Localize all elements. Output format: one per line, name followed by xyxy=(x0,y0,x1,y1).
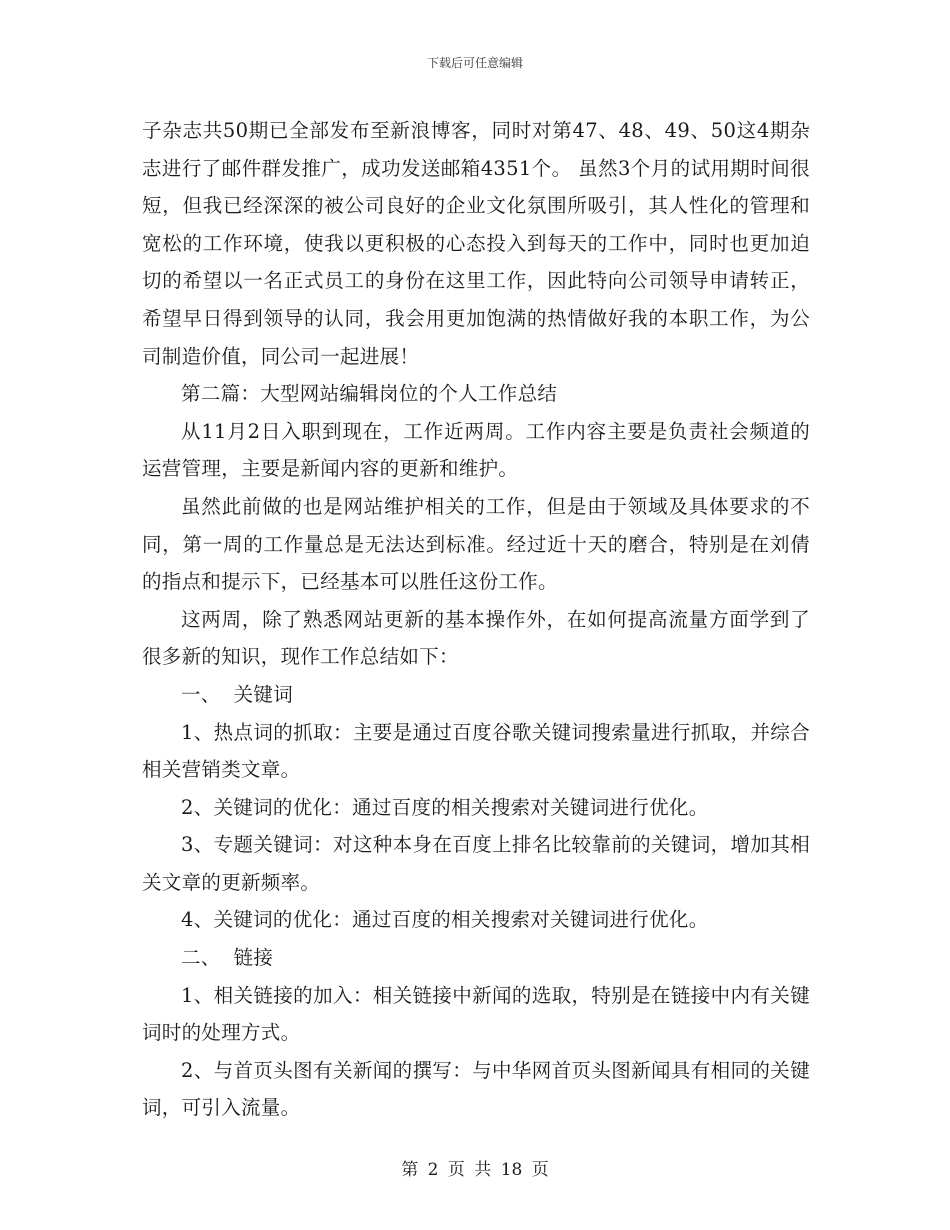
paragraph: 从11月2日入职到现在，工作近两周。工作内容主要是负责社会频道的运营管理，主要是新闻内容的更新和维护。 xyxy=(142,419,810,481)
list-item: 1、热点词的抓取：主要是通过百度谷歌关键词搜索量进行抓取，并综合相关营销类文章。 xyxy=(142,720,810,782)
list-item: 2、关键词的优化：通过百度的相关搜索对关键词进行优化。 xyxy=(181,795,709,819)
list-item: 1、相关链接的加入：相关链接中新闻的选取，特别是在链接中内有关键词时的处理方式。 xyxy=(142,983,810,1045)
list-item: 4、关键词的优化：通过百度的相关搜索对关键词进行优化。 xyxy=(181,908,709,932)
section-heading: 一、 关键词 xyxy=(181,682,293,706)
list-item: 2、与首页头图有关新闻的撰写：与中华网首页头图新闻具有相同的关键词，可引入流量。 xyxy=(142,1058,810,1120)
list-item: 3、专题关键词：对这种本身在百度上排名比较靠前的关键词，增加其相关文章的更新频率。 xyxy=(142,833,810,894)
paragraph-continuation: 子杂志共50期已全部发布至新浪博客，同时对第47、48、49、50这4期杂志进行了邮件群发推广，成功发送邮箱4351个。 虽然3个月的试用期时间很短，但我已经深深的被公司良好的企业文化氛围所吸引，其人性化的管理和宽松的工作环境，使我以更积极的心态投入到每天的工作中，同时也更加迫切的希望以一名正式员工的身份在这里工作，因此特向公司领导申请转正，希望早日得到领导的认同，我会用更加饱满的热情做好我的本职工作，为公司制造价值，同公司一起进展！ xyxy=(142,119,810,368)
section-title: 第二篇：大型网站编辑岗位的个人工作总结 xyxy=(181,382,558,406)
paragraph: 虽然此前做的也是网站维护相关的工作，但是由于领域及具体要求的不同，第一周的工作量总是无法达到标准。经过近十天的磨合，特别是在刘倩的指点和提示下，已经基本可以胜任这份工作。 xyxy=(142,494,810,594)
page-header: 下载后可任意编辑 xyxy=(426,56,523,70)
page-number: 第 2 页 共 18 页 xyxy=(401,1160,549,1180)
section-heading: 二、 链接 xyxy=(181,946,274,970)
paragraph: 这两周，除了熟悉网站更新的基本操作外，在如何提高流量方面学到了很多新的知识，现作工作总结如下： xyxy=(142,607,810,669)
document-body xyxy=(142,112,810,1127)
